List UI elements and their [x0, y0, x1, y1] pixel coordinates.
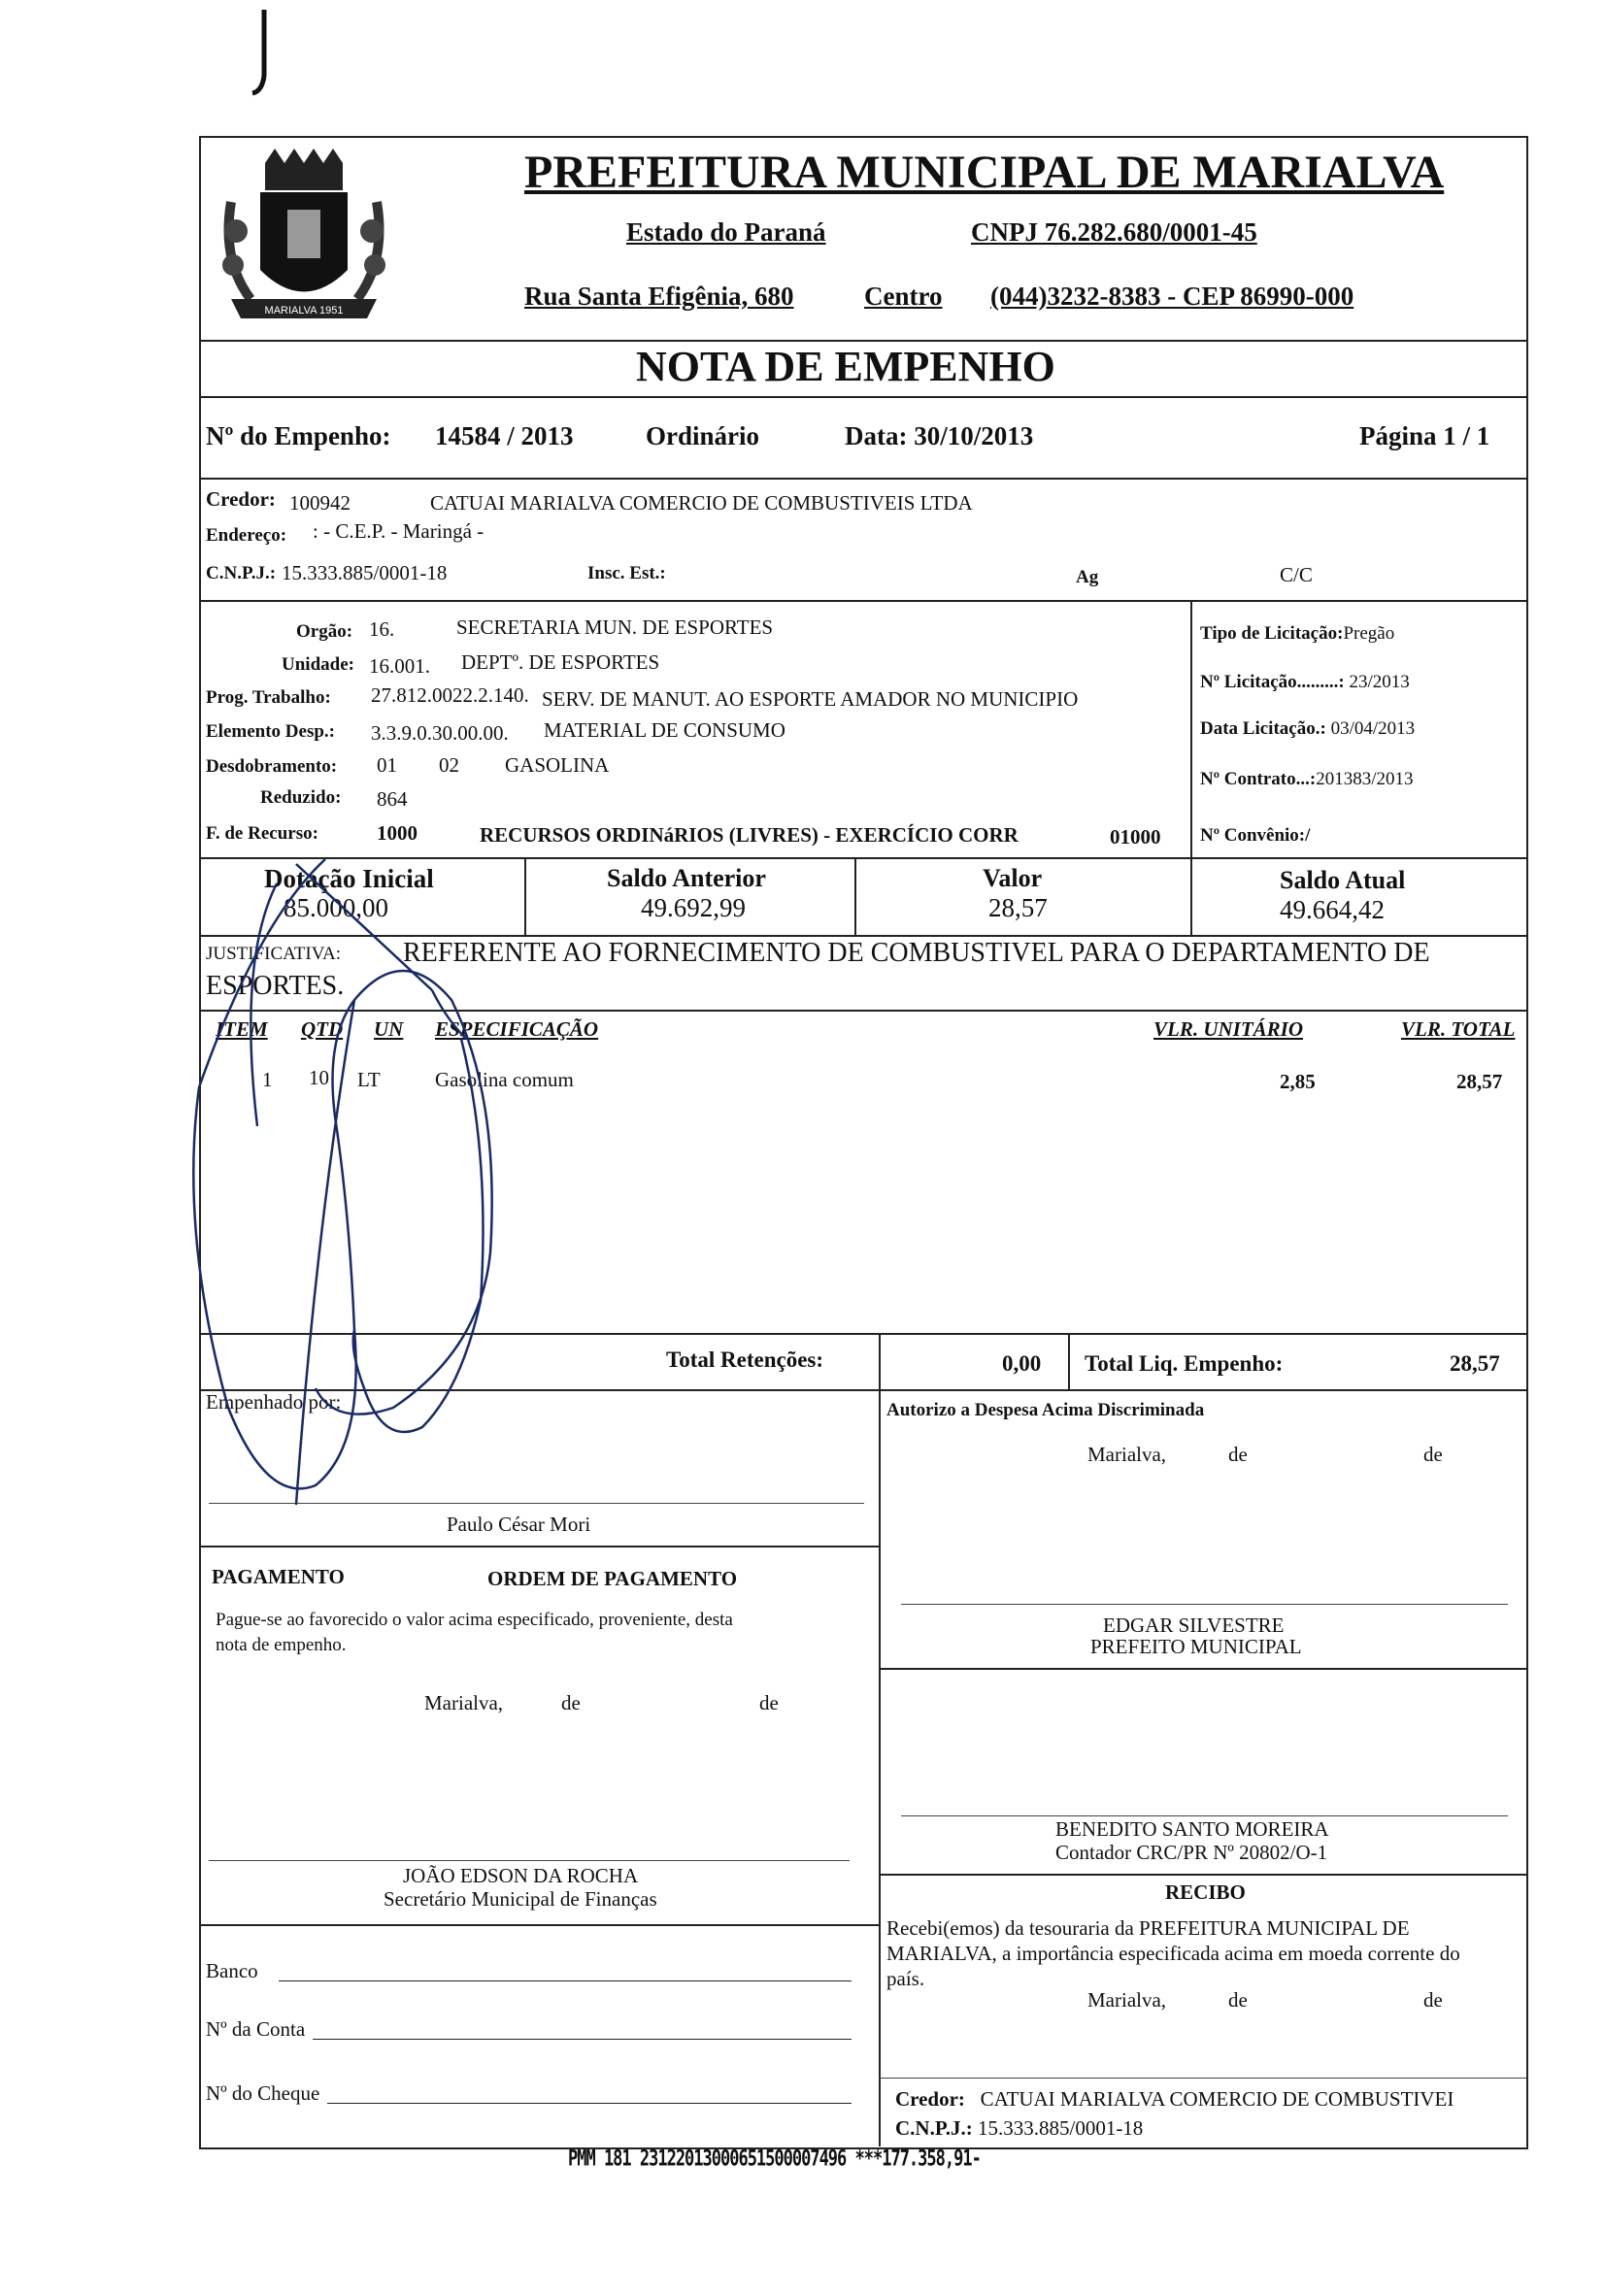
orgao-name: SECRETARIA MUN. DE ESPORTES — [456, 616, 774, 639]
empenho-date: Data: 30/10/2013 — [845, 421, 1034, 450]
contrato-label: Nº Contrato...: — [1200, 769, 1317, 789]
col-vlr-total: VLR. TOTAL — [1401, 1017, 1516, 1041]
elemento-label: Elemento Desp.: — [206, 721, 335, 742]
tipo-licitacao-label: Tipo de Licitação: — [1200, 623, 1344, 644]
prog-label: Prog. Trabalho: — [206, 687, 331, 708]
footer-code: PMM 181 23122013000651500007496 ***177.358,91- — [568, 2146, 981, 2172]
col-qtd: QTD — [301, 1017, 344, 1041]
row-item: 1 — [262, 1068, 273, 1091]
orgao-label: Orgão: — [296, 621, 353, 642]
desd-2: 02 — [439, 753, 459, 777]
secretario-title: Secretário Municipal de Finanças — [384, 1887, 657, 1911]
credor-name: CATUAI MARIALVA COMERCIO DE COMBUSTIVEIS LTDA — [430, 491, 973, 515]
corner-mark — [251, 8, 260, 93]
address-label: Endereço: — [206, 525, 287, 546]
justificativa-label: JUSTIFICATIVA: — [206, 944, 342, 964]
valor-value: 28,57 — [988, 893, 1048, 922]
cnpj-label: C.N.P.J.: — [206, 563, 277, 583]
prefeito-name: EDGAR SILVESTRE — [1103, 1614, 1285, 1637]
tipo-licitacao-value: Pregão — [1343, 623, 1395, 644]
contrato-value: 201383/2013 — [1316, 769, 1414, 789]
recibo-credor-label: Credor: — [895, 2087, 965, 2111]
recibo-de-1: de — [1228, 1988, 1248, 2012]
prefeito-title: PREFEITO MUNICIPAL — [1090, 1635, 1302, 1658]
liq-label: Total Liq. Empenho: — [1085, 1351, 1284, 1376]
dotacao-value: 85.000,00 — [284, 893, 388, 922]
saldo-atual-label: Saldo Atual — [1280, 866, 1406, 894]
autorizo: Autorizo a Despesa Acima Discriminada — [886, 1400, 1205, 1420]
col-espec: ESPECIFICAÇÃO — [435, 1017, 599, 1041]
convenio: Nº Convênio:/ — [1200, 825, 1311, 846]
banco-line[interactable] — [279, 1980, 852, 1981]
row-vlr-unit: 2,85 — [1280, 1070, 1316, 1093]
tipo-licitacao — [1200, 623, 1394, 645]
recibo-cnpj-value: 15.333.885/0001-18 — [977, 2116, 1144, 2140]
orgao-code: 16. — [369, 617, 395, 641]
contador-title: Contador CRC/PR Nº 20802/O-1 — [1055, 1841, 1328, 1864]
recurso-name: RECURSOS ORDINáRIOS (LIVRES) - EXERCÍCIO CORR — [480, 823, 1019, 847]
numero-licitacao-label: Nº Licitação.........: — [1200, 672, 1345, 692]
credor-code: 100942 — [289, 491, 351, 515]
liq-value: 28,57 — [1450, 1351, 1500, 1376]
recurso-extra: 01000 — [1110, 825, 1161, 849]
valor-label: Valor — [983, 864, 1043, 892]
desdobramento-label: Desdobramento: — [206, 756, 338, 777]
prog-name: SERV. DE MANUT. AO ESPORTE AMADOR NO MUNICIPIO — [542, 687, 1079, 711]
credor-label: Credor: — [206, 487, 276, 511]
empenhado-name: Paulo César Mori — [447, 1513, 591, 1536]
recibo-cnpj — [895, 2116, 1143, 2141]
recibo-credor-name: CATUAI MARIALVA COMERCIO DE COMBUSTIVEI — [980, 2087, 1454, 2111]
desd-1: 01 — [377, 753, 397, 777]
header-state: Estado do Paraná — [626, 217, 826, 247]
pagamento-text-2: nota de empenho. — [216, 1635, 347, 1655]
pagamento-de-2: de — [759, 1691, 779, 1714]
unidade-name: DEPTº. DE ESPORTES — [461, 650, 660, 674]
header-phone-cep: (044)3232-8383 - CEP 86990-000 — [990, 282, 1354, 311]
numero-licitacao — [1200, 672, 1410, 693]
empenhado-label: Empenhado por: — [206, 1390, 342, 1414]
pagamento-label: PAGAMENTO — [212, 1565, 345, 1588]
recibo-title: RECIBO — [1165, 1880, 1246, 1904]
recurso-label: F. de Recurso: — [206, 823, 318, 844]
prog-code: 27.812.0022.2.140. — [371, 683, 529, 707]
autorizo-de-2: de — [1423, 1443, 1443, 1466]
address-value: : - C.E.P. - Maringá - — [313, 519, 485, 543]
pagamento-text-1: Pague-se ao favorecido o valor acima especificado, proveniente, desta — [216, 1610, 733, 1630]
saldo-atual-value: 49.664,42 — [1280, 895, 1385, 924]
elemento-name: MATERIAL DE CONSUMO — [544, 718, 785, 742]
reduzido-value: 864 — [377, 787, 408, 811]
autorizo-de-1: de — [1228, 1443, 1248, 1466]
col-vlr-unit: VLR. UNITÁRIO — [1153, 1017, 1304, 1041]
justificativa-text-2: ESPORTES. — [206, 971, 345, 1001]
banco-label: Banco — [206, 1959, 258, 1982]
elemento-code: 3.3.9.0.30.00.00. — [371, 721, 509, 745]
contador-name: BENEDITO SANTO MOREIRA — [1055, 1817, 1329, 1841]
handwritten-signature-icon — [170, 845, 636, 1524]
recibo-text-3: país. — [886, 1967, 925, 1990]
retencoes-label: Total Retenções: — [666, 1348, 824, 1372]
insc-label: Insc. Est.: — [587, 563, 666, 583]
header-district: Centro — [864, 282, 943, 311]
empenho-number-label: Nº do Empenho: — [206, 421, 391, 450]
recibo-marialva: Marialva, — [1087, 1988, 1167, 2012]
svg-text:MARIALVA 1951: MARIALVA 1951 — [264, 305, 344, 316]
row-qtd: 10 — [309, 1066, 329, 1089]
col-un: UN — [374, 1017, 404, 1041]
conta-label: Nº da Conta — [206, 2017, 306, 2041]
data-licitacao-value: 03/04/2013 — [1330, 718, 1416, 739]
header-street: Rua Santa Efigênia, 680 — [524, 282, 794, 311]
pagamento-de-1: de — [561, 1691, 581, 1714]
numero-licitacao-value: 23/2013 — [1349, 672, 1410, 692]
recibo-cnpj-label: C.N.P.J.: — [895, 2116, 973, 2140]
recurso-code: 1000 — [377, 821, 418, 845]
pagamento-marialva: Marialva, — [424, 1691, 504, 1714]
retencoes-value: 0,00 — [1002, 1351, 1042, 1376]
empenho-type: Ordinário — [646, 421, 760, 450]
municipal-crest-icon — [212, 144, 396, 338]
cheque-line[interactable] — [327, 2103, 852, 2104]
justificativa-text-1: REFERENTE AO FORNECIMENTO DE COMBUSTIVEL PARA O DEPARTAMENTO DE — [403, 938, 1430, 968]
secretario-name: JOÃO EDSON DA ROCHA — [403, 1864, 639, 1887]
row-espec: Gasolina comum — [435, 1068, 574, 1091]
ag-label: Ag — [1076, 567, 1099, 587]
doc-title: NOTA DE EMPENHO — [636, 343, 1055, 390]
header-title: PREFEITURA MUNICIPAL DE MARIALVA — [524, 147, 1445, 198]
empenho-number: 14584 / 2013 — [435, 421, 574, 450]
saldo-anterior-value: 49.692,99 — [641, 893, 746, 922]
reduzido-label: Reduzido: — [260, 787, 342, 808]
row-vlr-total: 28,57 — [1456, 1070, 1503, 1093]
cnpj-value: 15.333.885/0001-18 — [282, 561, 448, 584]
autorizo-marialva: Marialva, — [1087, 1443, 1167, 1466]
data-licitacao-label: Data Licitação.: — [1200, 718, 1326, 739]
ordem-pagamento: ORDEM DE PAGAMENTO — [487, 1567, 738, 1590]
conta-line[interactable] — [313, 2039, 852, 2040]
header-cnpj: CNPJ 76.282.680/0001-45 — [971, 217, 1257, 247]
recibo-de-2: de — [1423, 1988, 1443, 2012]
row-un: LT — [357, 1068, 381, 1091]
recibo-text-2: MARIALVA, a importância especificada acima em moeda corrente do — [886, 1942, 1460, 1965]
recibo-credor — [895, 2087, 1454, 2112]
unidade-code: 16.001. — [369, 654, 430, 678]
saldo-anterior-label: Saldo Anterior — [607, 864, 766, 892]
cc-label: C/C — [1280, 563, 1313, 586]
desd-name: GASOLINA — [505, 753, 610, 777]
unidade-label: Unidade: — [282, 654, 354, 675]
data-licitacao — [1200, 718, 1415, 740]
empenho-page: Página 1 / 1 — [1359, 421, 1490, 450]
recibo-text-1: Recebi(emos) da tesouraria da PREFEITURA MUNICIPAL DE — [886, 1916, 1410, 1940]
contrato — [1200, 769, 1413, 790]
dotacao-label: Dotação Inicial — [264, 864, 434, 893]
col-item: ITEM — [216, 1017, 268, 1041]
cheque-label: Nº do Cheque — [206, 2081, 320, 2105]
